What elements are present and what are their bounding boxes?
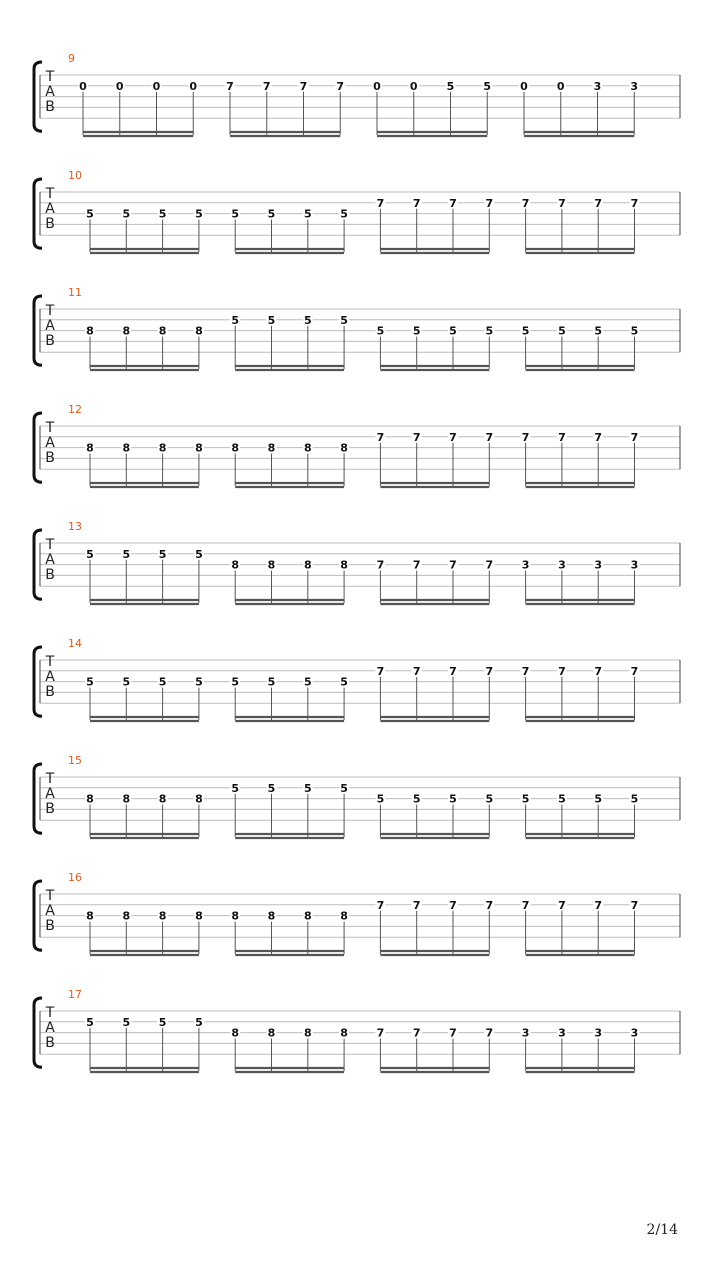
tab-clef-letter: B	[45, 333, 55, 349]
fret-number: 0	[152, 79, 161, 93]
fret-number: 7	[449, 898, 457, 912]
fret-number: 5	[195, 1015, 203, 1029]
fret-number: 7	[485, 1026, 494, 1040]
tab-clef-letter: T	[45, 420, 55, 436]
tab-system	[34, 988, 680, 1072]
fret-number: 5	[158, 547, 167, 561]
fret-number: 7	[376, 898, 385, 912]
fret-number: 5	[521, 324, 530, 338]
tab-clef-letter: A	[45, 552, 55, 568]
fret-number: 5	[412, 324, 421, 338]
fret-number: 5	[340, 675, 348, 689]
tab-system	[34, 637, 680, 721]
fret-number: 5	[376, 792, 385, 806]
fret-number: 8	[340, 1026, 348, 1040]
fret-number: 7	[449, 558, 457, 572]
fret-number: 7	[226, 79, 234, 93]
fret-number: 7	[449, 664, 457, 678]
tab-system	[34, 169, 680, 253]
fret-number: 7	[412, 898, 421, 912]
fret-number: 8	[158, 792, 167, 806]
tab-clef-letter: A	[45, 1020, 55, 1036]
fret-number: 5	[86, 547, 94, 561]
measure-number: 10	[68, 169, 82, 182]
tab-clef-letter: A	[45, 435, 55, 451]
fret-number: 5	[594, 792, 603, 806]
fret-number: 8	[195, 792, 203, 806]
tab-clef-letter: A	[45, 318, 55, 334]
fret-number: 7	[558, 196, 566, 210]
fret-number: 8	[340, 909, 348, 923]
fret-number: 8	[267, 909, 276, 923]
fret-number: 7	[376, 664, 385, 678]
fret-number: 7	[485, 430, 494, 444]
fret-number: 7	[485, 898, 494, 912]
fret-number: 7	[521, 196, 530, 210]
measure-number: 12	[68, 403, 82, 416]
tab-clef-letter: B	[45, 99, 55, 115]
tab-clef-letter: A	[45, 903, 55, 919]
fret-number: 7	[485, 196, 494, 210]
fret-number: 7	[558, 898, 566, 912]
fret-number: 3	[594, 558, 603, 572]
fret-number: 3	[521, 558, 530, 572]
tab-clef-letter: B	[45, 216, 55, 232]
fret-number: 5	[446, 79, 455, 93]
tab-system	[34, 520, 680, 604]
fret-number: 5	[158, 207, 167, 221]
fret-number: 7	[376, 196, 385, 210]
fret-number: 8	[231, 909, 240, 923]
fret-number: 8	[267, 441, 276, 455]
tab-clef-letter: T	[45, 69, 55, 85]
fret-number: 7	[412, 558, 421, 572]
tab-clef-letter: T	[45, 654, 55, 670]
fret-number: 5	[449, 324, 457, 338]
fret-number: 5	[231, 675, 240, 689]
fret-number: 8	[303, 441, 312, 455]
fret-number: 8	[86, 441, 94, 455]
fret-number: 8	[86, 792, 94, 806]
fret-number: 5	[630, 324, 639, 338]
fret-number: 5	[483, 79, 492, 93]
measure-number: 16	[68, 871, 82, 884]
fret-number: 5	[485, 792, 494, 806]
fret-number: 7	[485, 664, 494, 678]
measure-number: 15	[68, 754, 82, 767]
fret-number: 8	[122, 792, 131, 806]
tab-clef-letter: B	[45, 1035, 55, 1051]
measure-number: 14	[68, 637, 82, 650]
fret-number: 3	[594, 1026, 603, 1040]
fret-number: 5	[267, 675, 276, 689]
fret-number: 7	[594, 430, 603, 444]
fret-number: 7	[594, 664, 603, 678]
fret-number: 5	[340, 207, 348, 221]
tab-clef-letter: A	[45, 201, 55, 217]
fret-number: 3	[558, 1026, 566, 1040]
fret-number: 7	[412, 430, 421, 444]
tab-system	[34, 286, 680, 370]
fret-number: 5	[122, 207, 131, 221]
page-number: 2/14	[646, 1222, 678, 1238]
fret-number: 5	[521, 792, 530, 806]
measure-number: 9	[68, 52, 75, 65]
fret-number: 8	[231, 441, 240, 455]
tab-clef-letter: B	[45, 801, 55, 817]
fret-number: 5	[303, 781, 312, 795]
fret-number: 5	[158, 1015, 167, 1029]
tab-clef-letter: A	[45, 786, 55, 802]
fret-number: 5	[267, 781, 276, 795]
tab-clef-letter: T	[45, 186, 55, 202]
fret-number: 0	[409, 79, 418, 93]
fret-number: 5	[122, 1015, 131, 1029]
fret-number: 7	[376, 558, 385, 572]
tab-system	[34, 52, 680, 136]
fret-number: 7	[449, 430, 457, 444]
fret-number: 8	[158, 324, 167, 338]
tab-clef-letter: B	[45, 450, 55, 466]
tab-clef-letter: B	[45, 918, 55, 934]
tab-system	[34, 403, 680, 487]
fret-number: 5	[195, 207, 203, 221]
fret-number: 5	[340, 313, 348, 327]
fret-number: 0	[373, 79, 381, 93]
fret-number: 5	[195, 675, 203, 689]
fret-number: 5	[630, 792, 639, 806]
measure-number: 11	[68, 286, 82, 299]
tab-clef-letter: B	[45, 684, 55, 700]
fret-number: 3	[593, 79, 602, 93]
fret-number: 8	[267, 558, 276, 572]
fret-number: 7	[449, 1026, 457, 1040]
fret-number: 5	[267, 207, 276, 221]
fret-number: 7	[376, 1026, 385, 1040]
fret-number: 5	[86, 1015, 94, 1029]
fret-number: 7	[412, 196, 421, 210]
fret-number: 5	[558, 792, 566, 806]
fret-number: 7	[630, 664, 639, 678]
fret-number: 3	[630, 558, 639, 572]
fret-number: 5	[86, 675, 94, 689]
fret-number: 8	[195, 441, 203, 455]
tab-clef-letter: T	[45, 888, 55, 904]
fret-number: 8	[303, 558, 312, 572]
fret-number: 8	[267, 1026, 276, 1040]
fret-number: 5	[303, 207, 312, 221]
fret-number: 8	[195, 324, 203, 338]
tab-clef-letter: T	[45, 1005, 55, 1021]
tab-clef-letter: B	[45, 567, 55, 583]
tab-clef-letter: T	[45, 303, 55, 319]
fret-number: 5	[158, 675, 167, 689]
fret-number: 5	[231, 313, 240, 327]
fret-number: 5	[267, 313, 276, 327]
fret-number: 8	[231, 558, 240, 572]
fret-number: 3	[558, 558, 566, 572]
fret-number: 5	[231, 207, 240, 221]
fret-number: 7	[521, 664, 530, 678]
fret-number: 5	[594, 324, 603, 338]
fret-number: 7	[521, 430, 530, 444]
fret-number: 8	[303, 909, 312, 923]
fret-number: 7	[262, 79, 271, 93]
fret-number: 5	[195, 547, 203, 561]
fret-number: 8	[303, 1026, 312, 1040]
fret-number: 0	[115, 79, 124, 93]
fret-number: 5	[340, 781, 348, 795]
fret-number: 3	[630, 79, 639, 93]
fret-number: 8	[86, 909, 94, 923]
fret-number: 8	[158, 441, 167, 455]
fret-number: 5	[376, 324, 385, 338]
fret-number: 7	[558, 664, 566, 678]
fret-number: 5	[303, 313, 312, 327]
fret-number: 5	[303, 675, 312, 689]
fret-number: 8	[340, 558, 348, 572]
fret-number: 7	[336, 79, 345, 93]
fret-number: 7	[521, 898, 530, 912]
tab-clef-letter: T	[45, 771, 55, 787]
tab-clef-letter: T	[45, 537, 55, 553]
fret-number: 7	[594, 196, 603, 210]
fret-number: 8	[122, 909, 131, 923]
tab-clef-letter: A	[45, 84, 55, 100]
tab-system	[34, 754, 680, 838]
fret-number: 8	[158, 909, 167, 923]
fret-number: 7	[558, 430, 566, 444]
fret-number: 8	[122, 441, 131, 455]
fret-number: 5	[86, 207, 94, 221]
fret-number: 7	[630, 898, 639, 912]
fret-number: 8	[122, 324, 131, 338]
fret-number: 7	[412, 664, 421, 678]
fret-number: 8	[86, 324, 94, 338]
fret-number: 8	[340, 441, 348, 455]
fret-number: 5	[122, 547, 131, 561]
fret-number: 7	[299, 79, 308, 93]
measure-number: 17	[68, 988, 82, 1001]
measure-number: 13	[68, 520, 82, 533]
fret-number: 5	[231, 781, 240, 795]
fret-number: 0	[189, 79, 198, 93]
fret-number: 5	[449, 792, 457, 806]
fret-number: 5	[122, 675, 131, 689]
fret-number: 5	[412, 792, 421, 806]
fret-number: 5	[485, 324, 494, 338]
fret-number: 5	[558, 324, 566, 338]
fret-number: 7	[594, 898, 603, 912]
fret-number: 7	[485, 558, 494, 572]
fret-number: 8	[195, 909, 203, 923]
fret-number: 7	[412, 1026, 421, 1040]
fret-number: 0	[79, 79, 87, 93]
fret-number: 3	[521, 1026, 530, 1040]
fret-number: 7	[449, 196, 457, 210]
fret-number: 7	[630, 430, 639, 444]
fret-number: 0	[520, 79, 528, 93]
fret-number: 7	[630, 196, 639, 210]
fret-number: 8	[231, 1026, 240, 1040]
fret-number: 0	[556, 79, 565, 93]
fret-number: 7	[376, 430, 385, 444]
tab-clef-letter: A	[45, 669, 55, 685]
fret-number: 3	[630, 1026, 639, 1040]
tab-system	[34, 871, 680, 955]
